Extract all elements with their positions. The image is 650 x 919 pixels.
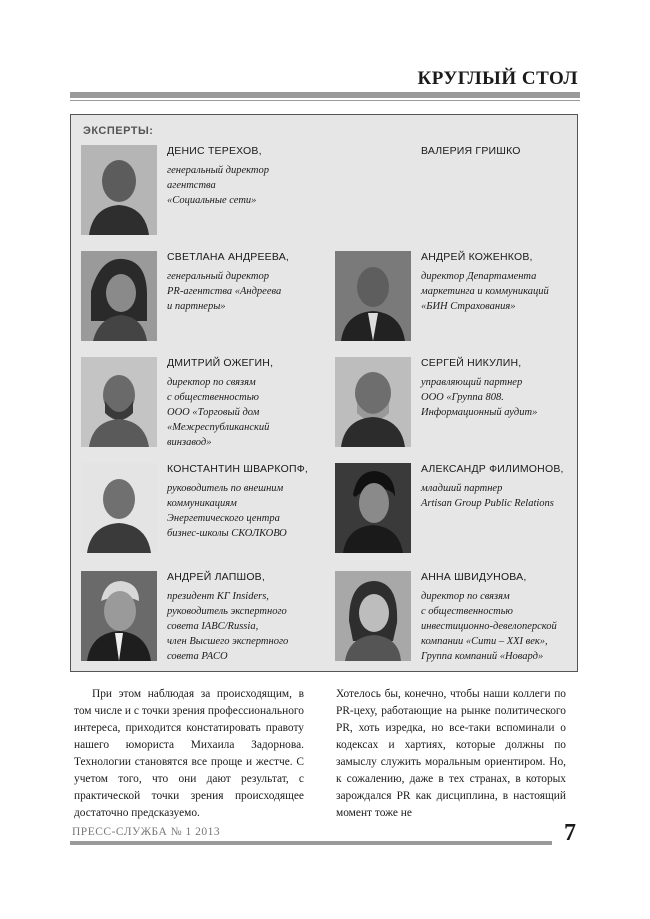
expert-photo <box>335 571 411 661</box>
expert-card <box>81 145 331 245</box>
expert-card <box>81 571 331 671</box>
expert-photo <box>81 571 157 661</box>
expert-photo <box>81 145 157 235</box>
header-rule-thin <box>70 100 580 101</box>
footer-rule <box>70 841 552 845</box>
expert-name: ДМИТРИЙ ОЖЕГИН, <box>167 357 274 369</box>
article-column-right: Хотелось бы, конечно, чтобы наши коллеги по PR-цеху, работающие на рынке политического PR, хоть изредка, но все-таки вспоминали о кодексах и хартиях, которые должны по замыслу служить моральным ориентиром. Но, к сожалению, даже в тех странах, в которых зарождался PR как дисциплина, в настоящий момент тоже не <box>336 688 566 819</box>
expert-card <box>335 571 585 671</box>
header-rule <box>70 92 580 98</box>
expert-photo <box>81 357 157 447</box>
expert-card <box>335 145 585 245</box>
expert-role: директор по связям с общественностью инвестиционно-девелоперской компании «Сити – XXI век», Группа компаний «Новард» <box>421 591 557 662</box>
expert-photo <box>335 251 411 341</box>
expert-name: АННА ШВИДУНОВА, <box>421 571 527 583</box>
expert-card <box>81 463 331 563</box>
expert-name: АНДРЕЙ ЛАПШОВ, <box>167 571 266 583</box>
expert-role: управляющий партнер ООО «Группа 808. Информационный аудит» <box>421 377 538 418</box>
experts-panel <box>70 114 578 672</box>
expert-name: АНДРЕЙ КОЖЕНКОВ, <box>421 251 533 263</box>
expert-name: АЛЕКСАНДР ФИЛИМОНОВ, <box>421 463 564 475</box>
expert-photo <box>81 251 157 341</box>
expert-role: генеральный директор PR-агентства «Андреева и партнеры» <box>167 271 282 312</box>
expert-role: директор по связям с общественностью ООО «Торговый дом «Межреспубликанский винзавод» <box>167 377 270 448</box>
expert-name: СВЕТЛАНА АНДРЕЕВА, <box>167 251 290 263</box>
expert-role: директор Департамента маркетинга и коммуникаций «БИН Страхования» <box>421 271 549 312</box>
expert-card <box>81 251 331 351</box>
expert-role: младший партнер Artisan Group Public Relations <box>421 483 554 509</box>
expert-name: СЕРГЕЙ НИКУЛИН, <box>421 357 522 369</box>
expert-card <box>335 463 585 563</box>
expert-role: президент КГ Insiders, руководитель экспертного совета IABC/Russia, член Высшего экспертного совета РАСО <box>167 591 289 662</box>
experts-label: ЭКСПЕРТЫ: <box>83 125 154 137</box>
expert-name: ДЕНИС ТЕРЕХОВ, <box>167 145 262 157</box>
expert-role: генеральный директор агентства «Социальные сети» <box>167 165 270 206</box>
expert-card <box>335 251 585 351</box>
expert-photo <box>335 463 411 553</box>
section-title: КРУГЛЫЙ СТОЛ <box>417 68 578 89</box>
expert-photo <box>81 463 157 553</box>
expert-card <box>81 357 331 457</box>
expert-name: КОНСТАНТИН ШВАРКОПФ, <box>167 463 308 475</box>
expert-role: руководитель по внешним коммуникациям Энергетического центра бизнес-школы СКОЛКОВО <box>167 483 287 539</box>
expert-card <box>335 357 585 457</box>
expert-name: ВАЛЕРИЯ ГРИШКО <box>421 145 521 157</box>
page-number: 7 <box>564 820 576 846</box>
article-column-left: При этом наблюдая за происходящим, в том числе и с точки зрения профессионального интереса, приходится констатировать правоту нашего юмориста Михаила Задорнова. Технологии становятся все проще и жестче. С учетом того, что они дают результат, с практической точки зрения происходящее достаточно предсказуемо. <box>74 688 304 819</box>
publication-footer: ПРЕСС-СЛУЖБА № 1 2013 <box>72 826 221 838</box>
expert-photo <box>335 357 411 447</box>
